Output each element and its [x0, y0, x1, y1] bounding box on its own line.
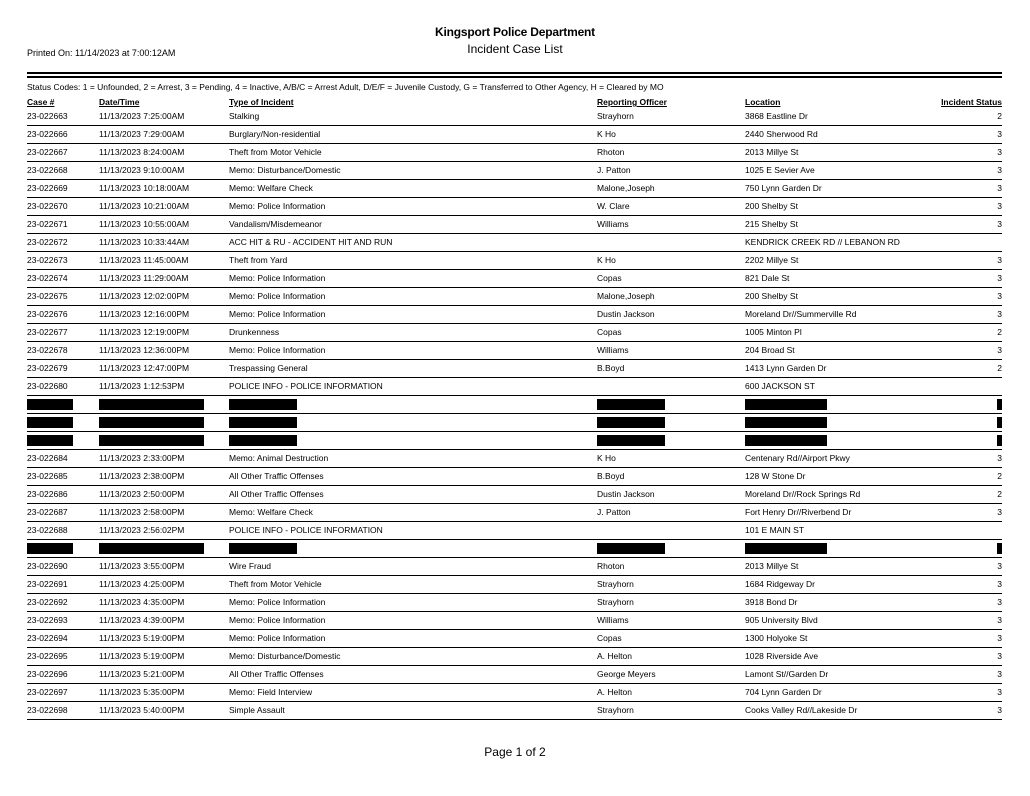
cell-case: 23-022675 [27, 288, 99, 306]
table-row [27, 576, 1002, 594]
cell-datetime: 11/13/2023 5:19:00PM [99, 630, 229, 648]
cell-status [925, 378, 1002, 396]
incident-table [27, 96, 1002, 720]
cell-status [925, 234, 1002, 252]
cell-location: Lamont St//Garden Dr [745, 666, 925, 684]
cell-status: 3 [925, 162, 1002, 180]
cell-type [229, 414, 597, 432]
redaction-bar [99, 543, 204, 554]
cell-case: 23-022686 [27, 486, 99, 504]
cell-case: 23-022685 [27, 468, 99, 486]
cell-location: 200 Shelby St [745, 198, 925, 216]
cell-officer: J. Patton [597, 504, 745, 522]
cell-datetime [99, 396, 229, 414]
table-header-row [27, 96, 1002, 108]
cell-status: 3 [925, 630, 1002, 648]
cell-case: 23-022672 [27, 234, 99, 252]
cell-status [925, 396, 1002, 414]
cell-type: All Other Traffic Offenses [229, 468, 597, 486]
cell-officer: J. Patton [597, 162, 745, 180]
cell-case: 23-022671 [27, 216, 99, 234]
cell-location: 128 W Stone Dr [745, 468, 925, 486]
cell-location: 704 Lynn Garden Dr [745, 684, 925, 702]
cell-datetime: 11/13/2023 3:55:00PM [99, 558, 229, 576]
cell-location: 905 University Blvd [745, 612, 925, 630]
cell-location: 1413 Lynn Garden Dr [745, 360, 925, 378]
cell-type: Memo: Disturbance/Domestic [229, 162, 597, 180]
cell-case: 23-022698 [27, 702, 99, 720]
cell-datetime: 11/13/2023 12:19:00PM [99, 324, 229, 342]
cell-type: Vandalism/Misdemeanor [229, 216, 597, 234]
cell-type: Theft from Motor Vehicle [229, 144, 597, 162]
cell-officer [597, 432, 745, 450]
cell-datetime: 11/13/2023 2:33:00PM [99, 450, 229, 468]
cell-type: Memo: Police Information [229, 198, 597, 216]
cell-case [27, 432, 99, 450]
cell-case: 23-022679 [27, 360, 99, 378]
cell-status: 3 [925, 144, 1002, 162]
status-codes-legend: Status Codes: 1 = Unfounded, 2 = Arrest, 3 = Pending, 4 = Inactive, A/B/C = Arrest Adult, D/E/F = Juvenile Custody, G = Transferred to Other Agency, H = Cleared by MO [27, 82, 664, 92]
col-officer: Reporting Officer [597, 97, 667, 107]
report-title: Kingsport Police Department [435, 25, 595, 39]
table-row [27, 288, 1002, 306]
cell-type: Memo: Police Information [229, 270, 597, 288]
cell-location: 2202 Millye St [745, 252, 925, 270]
table-row [27, 504, 1002, 522]
cell-case: 23-022669 [27, 180, 99, 198]
report-subtitle: Incident Case List [467, 42, 563, 56]
table-row [27, 306, 1002, 324]
col-case: Case # [27, 97, 55, 107]
cell-case: 23-022677 [27, 324, 99, 342]
cell-type: Trespassing General [229, 360, 597, 378]
cell-officer: Rhoton [597, 558, 745, 576]
cell-datetime: 11/13/2023 7:25:00AM [99, 108, 229, 126]
table-row [27, 558, 1002, 576]
redaction-bar [229, 417, 297, 428]
cell-location: Fort Henry Dr//Riverbend Dr [745, 504, 925, 522]
cell-officer: B.Boyd [597, 468, 745, 486]
cell-status: 3 [925, 450, 1002, 468]
cell-status: 3 [925, 306, 1002, 324]
cell-case: 23-022687 [27, 504, 99, 522]
redaction-bar [597, 399, 665, 410]
cell-officer: Copas [597, 270, 745, 288]
cell-type: Memo: Disturbance/Domestic [229, 648, 597, 666]
table-row [27, 108, 1002, 126]
cell-case: 23-022697 [27, 684, 99, 702]
col-type: Type of Incident [229, 97, 294, 107]
redaction-bar [745, 417, 827, 428]
cell-datetime: 11/13/2023 4:39:00PM [99, 612, 229, 630]
cell-location [745, 414, 925, 432]
cell-type: Memo: Police Information [229, 306, 597, 324]
cell-officer: Strayhorn [597, 702, 745, 720]
cell-datetime: 11/13/2023 12:47:00PM [99, 360, 229, 378]
redaction-bar [99, 399, 204, 410]
header-rule-bottom [27, 76, 1002, 78]
cell-status: 3 [925, 684, 1002, 702]
cell-officer: W. Clare [597, 198, 745, 216]
cell-location: 204 Broad St [745, 342, 925, 360]
redaction-bar [229, 399, 297, 410]
table-row [27, 666, 1002, 684]
table-row-redacted [27, 432, 1002, 450]
cell-location: 2013 Millye St [745, 558, 925, 576]
cell-type: Simple Assault [229, 702, 597, 720]
cell-case: 23-022692 [27, 594, 99, 612]
table-row-redacted [27, 414, 1002, 432]
cell-case: 23-022678 [27, 342, 99, 360]
cell-officer: K Ho [597, 126, 745, 144]
table-row [27, 234, 1002, 252]
cell-status: 3 [925, 504, 1002, 522]
cell-case: 23-022673 [27, 252, 99, 270]
cell-datetime: 11/13/2023 4:25:00PM [99, 576, 229, 594]
cell-datetime: 11/13/2023 12:16:00PM [99, 306, 229, 324]
redaction-bar [745, 435, 827, 446]
cell-officer [597, 378, 745, 396]
table-row [27, 594, 1002, 612]
cell-status: 3 [925, 576, 1002, 594]
cell-case [27, 414, 99, 432]
cell-type: Theft from Yard [229, 252, 597, 270]
cell-location: 1005 Minton Pl [745, 324, 925, 342]
table-row [27, 252, 1002, 270]
redaction-bar [745, 543, 827, 554]
cell-location: 215 Shelby St [745, 216, 925, 234]
table-row [27, 522, 1002, 540]
redaction-bar [99, 417, 204, 428]
cell-type: Memo: Police Information [229, 288, 597, 306]
cell-officer: B.Boyd [597, 360, 745, 378]
cell-datetime: 11/13/2023 5:19:00PM [99, 648, 229, 666]
cell-officer [597, 522, 745, 540]
cell-datetime: 11/13/2023 2:56:02PM [99, 522, 229, 540]
cell-officer: Williams [597, 342, 745, 360]
table-row [27, 360, 1002, 378]
table-row [27, 630, 1002, 648]
cell-status: 3 [925, 702, 1002, 720]
cell-officer: K Ho [597, 450, 745, 468]
cell-datetime: 11/13/2023 11:29:00AM [99, 270, 229, 288]
cell-status: 3 [925, 252, 1002, 270]
col-status: Incident Status [941, 97, 1002, 107]
cell-case [27, 396, 99, 414]
redaction-bar [27, 543, 73, 554]
redaction-bar [99, 435, 204, 446]
cell-case: 23-022668 [27, 162, 99, 180]
table-row [27, 612, 1002, 630]
cell-officer: Malone,Joseph [597, 288, 745, 306]
cell-type: Stalking [229, 108, 597, 126]
cell-type: Memo: Welfare Check [229, 180, 597, 198]
cell-case [27, 540, 99, 558]
cell-location: 821 Dale St [745, 270, 925, 288]
cell-case: 23-022696 [27, 666, 99, 684]
cell-status: 3 [925, 198, 1002, 216]
table-row [27, 648, 1002, 666]
cell-location: 200 Shelby St [745, 288, 925, 306]
cell-type [229, 432, 597, 450]
cell-location: KENDRICK CREEK RD // LEBANON RD [745, 234, 925, 252]
printed-on: Printed On: 11/14/2023 at 7:00:12AM [27, 48, 176, 58]
cell-datetime: 11/13/2023 8:24:00AM [99, 144, 229, 162]
cell-case: 23-022694 [27, 630, 99, 648]
cell-type: POLICE INFO - POLICE INFORMATION [229, 378, 597, 396]
cell-datetime: 11/13/2023 10:21:00AM [99, 198, 229, 216]
cell-type: ACC HIT & RU - ACCIDENT HIT AND RUN [229, 234, 597, 252]
cell-status: 2 [925, 486, 1002, 504]
cell-datetime: 11/13/2023 4:35:00PM [99, 594, 229, 612]
cell-officer [597, 396, 745, 414]
table-row [27, 198, 1002, 216]
cell-location: 1684 Ridgeway Dr [745, 576, 925, 594]
cell-type: Memo: Animal Destruction [229, 450, 597, 468]
cell-case: 23-022688 [27, 522, 99, 540]
table-body [27, 108, 1002, 720]
cell-officer: Strayhorn [597, 108, 745, 126]
cell-status: 3 [925, 216, 1002, 234]
cell-location: 1025 E Sevier Ave [745, 162, 925, 180]
cell-officer [597, 414, 745, 432]
table-row [27, 126, 1002, 144]
col-datetime: Date/Time [99, 97, 140, 107]
table-row [27, 486, 1002, 504]
cell-datetime: 11/13/2023 2:58:00PM [99, 504, 229, 522]
cell-case: 23-022667 [27, 144, 99, 162]
cell-type: All Other Traffic Offenses [229, 666, 597, 684]
cell-status: 3 [925, 270, 1002, 288]
table-row [27, 468, 1002, 486]
cell-status: 3 [925, 612, 1002, 630]
cell-officer: Williams [597, 216, 745, 234]
cell-status [925, 540, 1002, 558]
redaction-bar [597, 435, 665, 446]
cell-case: 23-022680 [27, 378, 99, 396]
cell-location: Moreland Dr//Rock Springs Rd [745, 486, 925, 504]
redaction-bar [997, 435, 1002, 446]
cell-location: 3868 Eastline Dr [745, 108, 925, 126]
cell-location [745, 396, 925, 414]
cell-datetime: 11/13/2023 5:21:00PM [99, 666, 229, 684]
cell-type: Memo: Police Information [229, 342, 597, 360]
cell-type: Wire Fraud [229, 558, 597, 576]
cell-case: 23-022670 [27, 198, 99, 216]
cell-datetime [99, 540, 229, 558]
table-row [27, 180, 1002, 198]
redaction-bar [745, 399, 827, 410]
table-row [27, 702, 1002, 720]
header-rule-top [27, 72, 1002, 74]
cell-status: 2 [925, 360, 1002, 378]
cell-type: Memo: Police Information [229, 594, 597, 612]
redaction-bar [27, 399, 73, 410]
cell-case: 23-022663 [27, 108, 99, 126]
cell-datetime: 11/13/2023 10:55:00AM [99, 216, 229, 234]
cell-datetime: 11/13/2023 2:38:00PM [99, 468, 229, 486]
cell-datetime: 11/13/2023 12:02:00PM [99, 288, 229, 306]
table-row-redacted [27, 540, 1002, 558]
table-row [27, 324, 1002, 342]
table-row [27, 378, 1002, 396]
table-row [27, 450, 1002, 468]
cell-location: Cooks Valley Rd//Lakeside Dr [745, 702, 925, 720]
cell-type: Burglary/Non-residential [229, 126, 597, 144]
cell-location: Moreland Dr//Summerville Rd [745, 306, 925, 324]
cell-location: Centenary Rd//Airport Pkwy [745, 450, 925, 468]
cell-type: Memo: Field Interview [229, 684, 597, 702]
cell-type [229, 540, 597, 558]
cell-datetime: 11/13/2023 9:10:00AM [99, 162, 229, 180]
cell-case: 23-022676 [27, 306, 99, 324]
cell-case: 23-022684 [27, 450, 99, 468]
redaction-bar [229, 435, 297, 446]
table-row [27, 144, 1002, 162]
redaction-bar [997, 399, 1002, 410]
cell-officer: George Meyers [597, 666, 745, 684]
cell-datetime: 11/13/2023 1:12:53PM [99, 378, 229, 396]
cell-location: 600 JACKSON ST [745, 378, 925, 396]
cell-datetime: 11/13/2023 11:45:00AM [99, 252, 229, 270]
cell-officer: Dustin Jackson [597, 306, 745, 324]
cell-officer: Copas [597, 324, 745, 342]
cell-status [925, 432, 1002, 450]
cell-case: 23-022695 [27, 648, 99, 666]
table-row [27, 216, 1002, 234]
cell-status: 3 [925, 558, 1002, 576]
table-row [27, 684, 1002, 702]
cell-status: 2 [925, 108, 1002, 126]
cell-status: 2 [925, 324, 1002, 342]
table-row [27, 162, 1002, 180]
cell-datetime: 11/13/2023 5:40:00PM [99, 702, 229, 720]
cell-case: 23-022674 [27, 270, 99, 288]
cell-location: 2013 Millye St [745, 144, 925, 162]
cell-datetime: 11/13/2023 2:50:00PM [99, 486, 229, 504]
redaction-bar [597, 543, 665, 554]
cell-type: Memo: Police Information [229, 612, 597, 630]
cell-location: 3918 Bond Dr [745, 594, 925, 612]
cell-datetime: 11/13/2023 7:29:00AM [99, 126, 229, 144]
cell-datetime: 11/13/2023 12:36:00PM [99, 342, 229, 360]
cell-datetime [99, 414, 229, 432]
cell-status: 3 [925, 342, 1002, 360]
cell-location [745, 540, 925, 558]
cell-officer: Malone,Joseph [597, 180, 745, 198]
cell-type: All Other Traffic Offenses [229, 486, 597, 504]
cell-type: Drunkenness [229, 324, 597, 342]
cell-officer: Copas [597, 630, 745, 648]
cell-status: 3 [925, 594, 1002, 612]
cell-type [229, 396, 597, 414]
cell-officer: Strayhorn [597, 594, 745, 612]
col-location: Location [745, 97, 781, 107]
cell-case: 23-022690 [27, 558, 99, 576]
redaction-bar [997, 543, 1002, 554]
cell-location: 750 Lynn Garden Dr [745, 180, 925, 198]
cell-status: 3 [925, 666, 1002, 684]
cell-location: 1028 Riverside Ave [745, 648, 925, 666]
cell-type: POLICE INFO - POLICE INFORMATION [229, 522, 597, 540]
cell-location [745, 432, 925, 450]
cell-officer [597, 234, 745, 252]
cell-status: 3 [925, 288, 1002, 306]
cell-officer: K Ho [597, 252, 745, 270]
cell-status [925, 522, 1002, 540]
table-row [27, 270, 1002, 288]
cell-status: 2 [925, 468, 1002, 486]
cell-case: 23-022693 [27, 612, 99, 630]
cell-officer: A. Helton [597, 648, 745, 666]
cell-officer: Williams [597, 612, 745, 630]
cell-status: 3 [925, 180, 1002, 198]
table-row-redacted [27, 396, 1002, 414]
cell-location: 2440 Sherwood Rd [745, 126, 925, 144]
cell-officer: A. Helton [597, 684, 745, 702]
cell-location: 101 E MAIN ST [745, 522, 925, 540]
redaction-bar [597, 417, 665, 428]
cell-status [925, 414, 1002, 432]
cell-case: 23-022691 [27, 576, 99, 594]
redaction-bar [27, 417, 73, 428]
cell-location: 1300 Holyoke St [745, 630, 925, 648]
table-row [27, 342, 1002, 360]
cell-type: Memo: Welfare Check [229, 504, 597, 522]
redaction-bar [997, 417, 1002, 428]
cell-officer [597, 540, 745, 558]
cell-status: 3 [925, 126, 1002, 144]
cell-type: Theft from Motor Vehicle [229, 576, 597, 594]
cell-officer: Strayhorn [597, 576, 745, 594]
cell-officer: Dustin Jackson [597, 486, 745, 504]
cell-officer: Rhoton [597, 144, 745, 162]
cell-type: Memo: Police Information [229, 630, 597, 648]
cell-datetime [99, 432, 229, 450]
cell-status: 3 [925, 648, 1002, 666]
redaction-bar [229, 543, 297, 554]
cell-datetime: 11/13/2023 10:33:44AM [99, 234, 229, 252]
cell-datetime: 11/13/2023 5:35:00PM [99, 684, 229, 702]
redaction-bar [27, 435, 73, 446]
cell-datetime: 11/13/2023 10:18:00AM [99, 180, 229, 198]
page-number: Page 1 of 2 [484, 745, 546, 759]
cell-case: 23-022666 [27, 126, 99, 144]
